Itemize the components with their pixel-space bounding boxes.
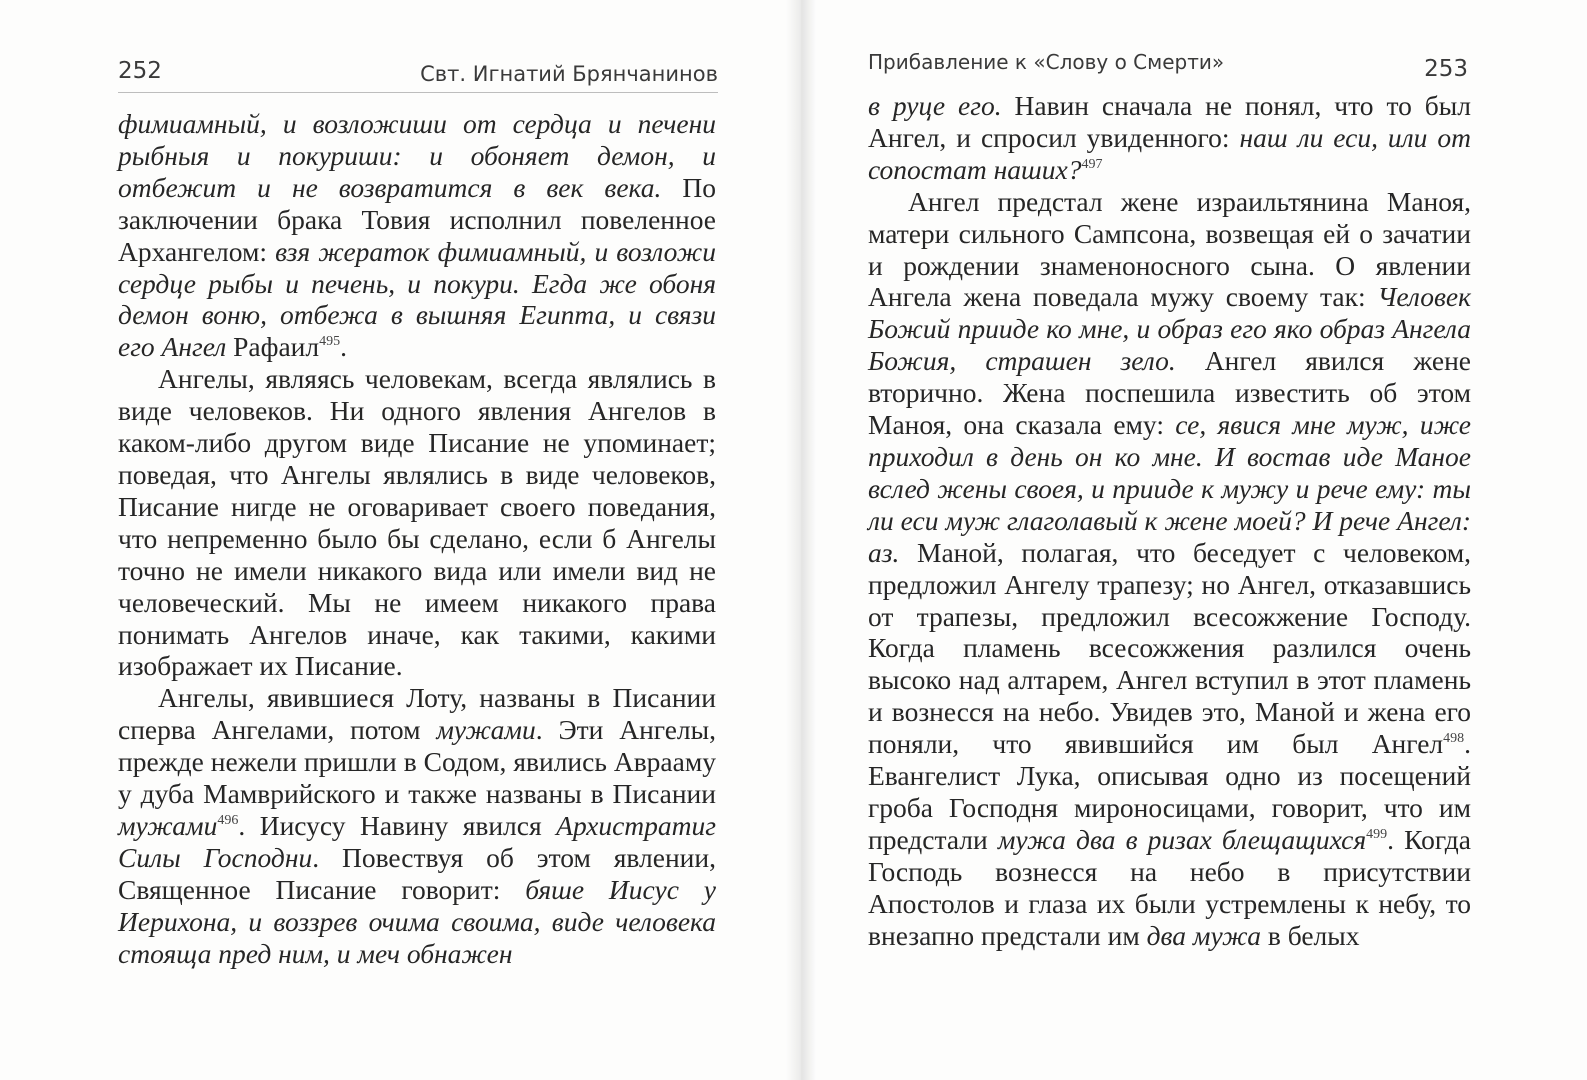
right-page-text xyxy=(868,90,1471,951)
text-run: Навин сначала не понял, что то был Ангел, и спросил увиденного: xyxy=(868,90,1471,153)
italic-quote: мужа два в ризах блещащихся xyxy=(997,823,1367,855)
page-number: 252 xyxy=(118,58,162,84)
text-run: . Эти Ангелы, прежде нежели пришли в Содом, явились Аврааму у дуба Мамврийского и также названы в Писании xyxy=(118,714,716,810)
italic-quote: Человек Божий прииде ко мне, и образ его яко образ Ангела Божия, страшен зело. xyxy=(868,281,1471,377)
italic-quote: Архистратиг Силы Господни xyxy=(118,809,716,873)
italic-quote: се, явися мне муж, иже приходил в день он ко мне. И востав иде Маное вслед жены своея, и прииде к мужу и рече ему: ты ли еси муж глаголавый к жене моей? И рече Ангел: аз. xyxy=(868,409,1472,568)
text-run: в белых xyxy=(1260,919,1360,951)
text-run: Ангел явился жене вторично. Жена поспешила известить об этом Маноя, она сказала ему: xyxy=(868,345,1471,441)
page-number: 253 xyxy=(1424,56,1468,82)
paragraph: Ангелы, являясь человекам, всегда являлись в виде человеков. Ни одного явления Ангелов в каком-либо другом виде Писание не упоминает; поведая, что Ангелы являлись в виде человеков, Писание нигде не оговаривает своего поведания, что непременно было бы сделано, если б Ангелы точно не имели никакого вида или имели вид не человеческий. Мы не имеем никакого права понимать Ангелов иначе, как такими, какими изображает их Писание. xyxy=(118,363,716,682)
italic-quote: взя жераток фимиамный, и возложи сердце рыбы и печень, и покури. Егда же обоня демон воню, отбежа в вышняя Египта, и связи его Ангел xyxy=(118,235,716,363)
italic-quote: фимиамный, и возложиши от сердца и печени рыбныя и покуриши: и обоняет демон, и отбежит и не возвратится в век века. xyxy=(118,108,716,203)
left-page xyxy=(0,0,790,1080)
text-run: По заключении брака Товия исполнил повеленное Архангелом: xyxy=(118,171,716,267)
left-page-header xyxy=(118,50,718,90)
right-page-header xyxy=(868,50,1468,90)
text-run: . Когда Господь вознесся на небо в присутствии Апостолов и глаза их были устремлены к небу, то внезапно предстали им xyxy=(868,823,1471,951)
running-head: Свт. Игнатий Брянчанинов xyxy=(420,62,718,86)
footnote-ref[interactable]: 495 xyxy=(319,334,341,350)
text-run: . Повествуя об этом явлении, Священное Писание говорит: xyxy=(118,841,716,905)
italic-quote: бяше Иисус у Иерихона, и воззрев очима своима, виде человека стояща пред ним, и меч обнажен xyxy=(118,873,717,969)
text-run: Ангел предстал жене израильтянина Маноя, матери сильного Сампсона, возвещая ей о зачатии и рождении знаменоносного сына. О явлении Ангела жена поведала мужу своему так: xyxy=(868,185,1471,313)
text-run: Ангелы, явившиеся Лоту, названы в Писании сперва Ангелами, потом xyxy=(118,682,716,746)
footnote-ref[interactable]: 496 xyxy=(217,812,239,828)
right-page xyxy=(812,0,1587,1080)
paragraph xyxy=(868,90,1471,186)
italic-quote: в руце его. xyxy=(868,90,1002,121)
footnote-ref[interactable]: 497 xyxy=(1081,156,1103,172)
left-page-text xyxy=(118,108,716,969)
footnote-ref[interactable]: 498 xyxy=(1443,731,1465,747)
italic-quote: мужами xyxy=(118,809,218,841)
text-run: . Иисусу Навину явился xyxy=(238,809,557,841)
running-head: Прибавление к «Слову о Смерти» xyxy=(868,50,1225,74)
italic-quote: два мужа xyxy=(1146,919,1261,951)
paragraph xyxy=(118,682,716,969)
footnote-ref[interactable]: 499 xyxy=(1366,826,1388,842)
italic-quote: наш ли еси, или от сопостат наших? xyxy=(868,121,1471,185)
header-rule xyxy=(118,92,718,93)
text-run: . xyxy=(340,331,347,363)
text-run: Маной, полагая, что беседует с человеком, предложил Ангелу трапезу; но Ангел, отказавшись от трапезы, предложил всесожжение Господу. Когда пламень всесожжения разлился очень высоко над алтарем, Ангел вступил в этот пламень и вознесся на небо. Увидев это, Маной и жена его поняли, что явившийся им был Ангел xyxy=(868,536,1471,760)
text-run: Рафаил xyxy=(226,331,320,363)
paragraph xyxy=(868,186,1471,952)
text-run: . Евангелист Лука, описывая одно из посещений гроба Господня мироносицами, говорит, что им предстали xyxy=(868,728,1471,855)
italic-quote: мужами xyxy=(436,714,536,746)
paragraph xyxy=(118,108,716,363)
